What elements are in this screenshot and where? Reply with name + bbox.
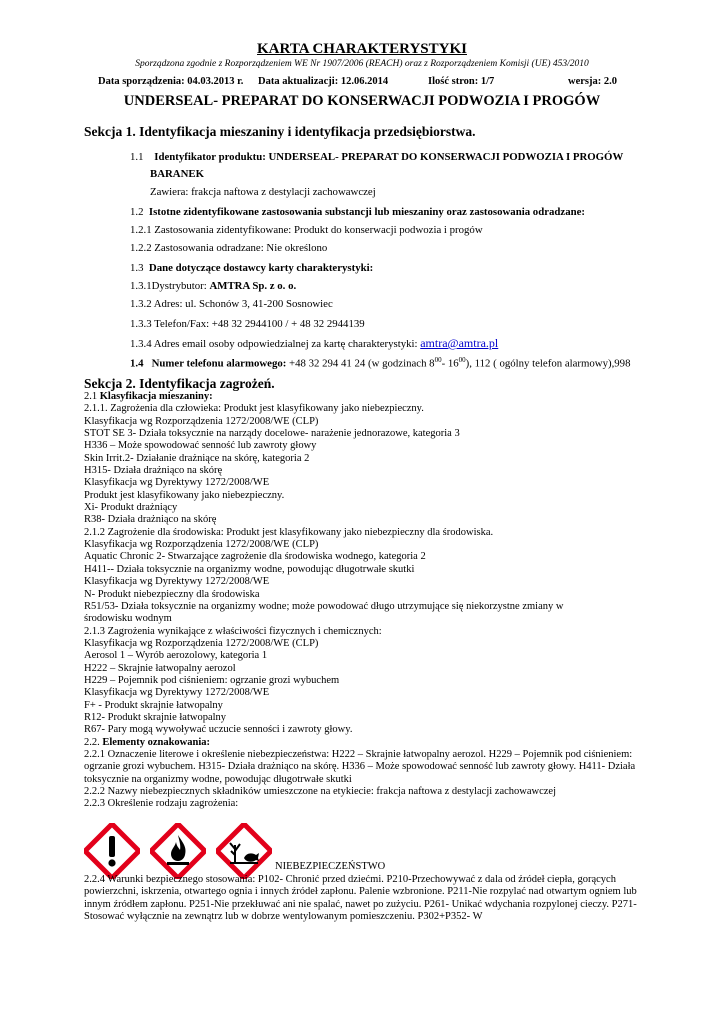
item-1-4-number: 1.4	[130, 357, 144, 370]
section2-line: F+ - Produkt skrajnie łatwopalny	[84, 699, 223, 711]
section2-line: H336 – Może spowodować senność lub zawroty głowy	[84, 440, 317, 452]
section2-line: H222 – Skrajnie łatwopalny aerozol	[84, 662, 236, 674]
email-label: 1.3.4 Adres email osoby odpowiedzialnej za kartę charakterystyki:	[130, 338, 421, 350]
section2-line: Klasyfikacja wg Rozporządzenia 1272/2008/WE (CLP)	[84, 539, 319, 551]
section2-line: R38- Działa drażniąco na skórę	[84, 514, 217, 526]
item-1-1	[130, 151, 623, 163]
item-1-4	[130, 356, 630, 370]
item-1-2-number: 1.2	[130, 206, 144, 218]
emergency-phone-a: +48 32 294 41 24 (w godzinach 8	[286, 357, 435, 370]
section2-line: N- Produkt niebezpieczny dla środowiska	[84, 588, 260, 600]
item-1-3-4	[130, 336, 498, 351]
section2-line: R12- Produkt skrajnie łatwopalny	[84, 711, 227, 723]
item-1-3-3: 1.3.3 Telefon/Fax: +48 32 2944100 / + 48 32 2944139	[130, 318, 365, 330]
item-2-2-4: 2.2.4 Warunki bezpiecznego stosowania: P102- Chronić przed dziećmi. P210-Przechowywać z dala od źródeł ciepła, gorących powierzchni, iskrzenia, otwartego ognia i innych źródeł zapłonu. Palenie wzbronione. P211-Nie rozpylać nad otwartym ogniem lub innym źródłem zapłonu. P251-Nie przekłuwać ani nie spalać, nawet po zużyciu. P261- Unikać wdychania rozpylonej cieczy. P271-Stosować wyłącznie na zewnątrz lub w dobrze wentylowanym pomieszczeniu. P302+P352- W	[84, 873, 637, 923]
date-updated: Data aktualizacji: 12.06.2014	[258, 76, 389, 87]
section2-body	[84, 391, 644, 811]
item-1-4-label: Numer telefonu alarmowego:	[151, 357, 287, 370]
item-2-2-1: 2.2.1 Oznaczenie literowe i określenie niebezpieczeństwa: H222 – Skrajnie łatwopalny aerozol. H229 – Pojemnik pod ciśnieniem: ogrzanie grozi wybuchem. H315- Działa drażniąco na skórę. H336 – Może spowodować senność lub zawroty głowy. H411- Działa toksycznie na organizmy wodne, powodując długotrwałe skutki	[84, 748, 636, 785]
emergency-hour-end-sup: 00	[458, 356, 466, 364]
item-2-1-text: Klasyfikacja mieszaniny:	[99, 391, 213, 402]
item-1-3-number: 1.3	[130, 262, 144, 274]
date-created: Data sporządzenia: 04.03.2013 r.	[98, 76, 244, 87]
item-1-2-text: Istotne zidentyfikowane zastosowania substancji lub mieszaniny oraz zastosowania odradzane:	[148, 206, 585, 218]
item-1-2-2: 1.2.2 Zastosowania odradzane: Nie określono	[130, 242, 328, 254]
distributor-label: 1.3.1Dystrybutor:	[130, 280, 210, 292]
section2-line: STOT SE 3- Działa toksycznie na narządy docelowe- narażenie jednorazowe, kategoria 3	[84, 428, 460, 440]
emergency-phone-c: ), 112 ( ogólny telefon alarmowy),998	[465, 357, 631, 370]
item-1-3	[130, 262, 373, 274]
section2-line: Klasyfikacja wg Rozporządzenia 1272/2008/WE (CLP)	[84, 637, 319, 649]
item-1-1-number: 1.1	[130, 151, 144, 163]
item-1-3-2: 1.3.2 Adres: ul. Schonów 3, 41-200 Sosnowiec	[130, 298, 333, 310]
item-1-1-text: Identyfikator produktu: UNDERSEAL- PREPARAT DO KONSERWACJI PODWOZIA I PROGÓW	[154, 151, 624, 163]
section2-line: Xi- Produkt drażniący	[84, 502, 178, 514]
document-meta	[98, 76, 638, 87]
item-2-1-number: 2.1	[84, 391, 100, 402]
section2-line: Produkt jest klasyfikowany jako niebezpieczny.	[84, 489, 285, 501]
section2-line: H315- Działa drażniąco na skórę	[84, 465, 223, 477]
item-2-2-3: 2.2.3 Określenie rodzaju zagrożenia:	[84, 798, 239, 810]
document-subtitle: Sporządzona zgodnie z Rozporządzeniem WE Nr 1907/2006 (REACH) oraz z Rozporządzeniem Komisji (UE) 453/2010	[135, 59, 589, 69]
section2-line: 2.1.3 Zagrożenia wynikające z właściwości fizycznych i chemicznych:	[84, 625, 382, 637]
item-1-1-contains: Zawiera: frakcja naftowa z destylacji zachowawczej	[150, 186, 376, 198]
item-1-2-1: 1.2.1 Zastosowania zidentyfikowane: Produkt do konserwacji podwozia i progów	[130, 224, 483, 236]
document-title: KARTA CHARAKTERYSTYKI	[257, 41, 467, 57]
section2-line: Aquatic Chronic 2- Stwarzające zagrożenie dla środowiska wodnego, kategoria 2	[84, 551, 426, 563]
section2-line: R51/53- Działa toksycznie na organizmy wodne; może powodować długo utrzymujące się niekorzystne zmiany w	[84, 600, 564, 612]
item-2-2-2: 2.2.2 Nazwy niebezpiecznych składników umieszczone na etykiecie: frakcja naftowa z destylacji zachowawczej	[84, 786, 556, 797]
email-link[interactable]: amtra@amtra.pl	[420, 336, 499, 350]
section1-heading: Sekcja 1. Identyfikacja mieszaniny i identyfikacja przedsiębiorstwa.	[84, 124, 476, 139]
item-2-1	[84, 391, 644, 403]
version: wersja: 2.0	[568, 76, 617, 87]
page-count: Ilość stron: 1/7	[428, 76, 495, 87]
section2-line: Aerosol 1 – Wyrób aerozolowy, kategoria 1	[84, 650, 268, 662]
product-name: UNDERSEAL- PREPARAT DO KONSERWACJI PODWOZIA I PROGÓW	[123, 93, 601, 109]
section2-line: Klasyfikacja wg Rozporządzenia 1272/2008/WE (CLP)	[84, 415, 319, 427]
item-1-1-cont: BARANEK	[150, 168, 204, 180]
section2-line: Klasyfikacja wg Dyrektywy 1272/2008/WE	[84, 576, 270, 588]
section2-line: 2.1.2 Zagrożenie dla środowiska: Produkt jest klasyfikowany jako niebezpieczny dla środowiska.	[84, 526, 494, 538]
section2-line: Klasyfikacja wg Dyrektywy 1272/2008/WE	[84, 477, 270, 489]
section2-line: środowisku wodnym	[84, 613, 172, 625]
distributor-name: AMTRA Sp. z o. o.	[209, 280, 297, 292]
section2-line: Klasyfikacja wg Dyrektywy 1272/2008/WE	[84, 687, 270, 699]
section2-heading: Sekcja 2. Identyfikacja zagrożeń.	[84, 376, 275, 391]
section2-line: H229 – Pojemnik pod ciśnieniem: ogrzanie grozi wybuchem	[84, 674, 340, 686]
section2-line: Skin Irrit.2- Działanie drażniące na skórę, kategoria 2	[84, 452, 310, 464]
section2-lines	[84, 403, 644, 736]
item-1-3-1	[130, 280, 296, 292]
item-1-2	[130, 206, 585, 218]
section2-line: H411-- Działa toksycznie na organizmy wodne, powodując długotrwałe skutki	[84, 563, 415, 575]
emergency-phone-b: - 16	[441, 357, 459, 370]
item-2-2-text: Elementy oznakowania:	[102, 736, 210, 748]
item-2-2-number: 2.2.	[84, 736, 103, 748]
section2-line: R67- Pary mogą wywoływać uczucie senności i zawroty głowy.	[84, 724, 353, 736]
signal-word: NIEBEZPIECZEŃSTWO	[275, 861, 386, 872]
section2-line: 2.1.1. Zagrożenia dla człowieka: Produkt jest klasyfikowany jako niebezpieczny.	[84, 403, 424, 415]
item-2-2	[84, 737, 644, 749]
section2-bottom	[84, 861, 644, 924]
emergency-hour-start-sup: 00	[434, 356, 442, 364]
item-1-3-text: Dane dotyczące dostawcy karty charakterystyki:	[148, 262, 374, 274]
